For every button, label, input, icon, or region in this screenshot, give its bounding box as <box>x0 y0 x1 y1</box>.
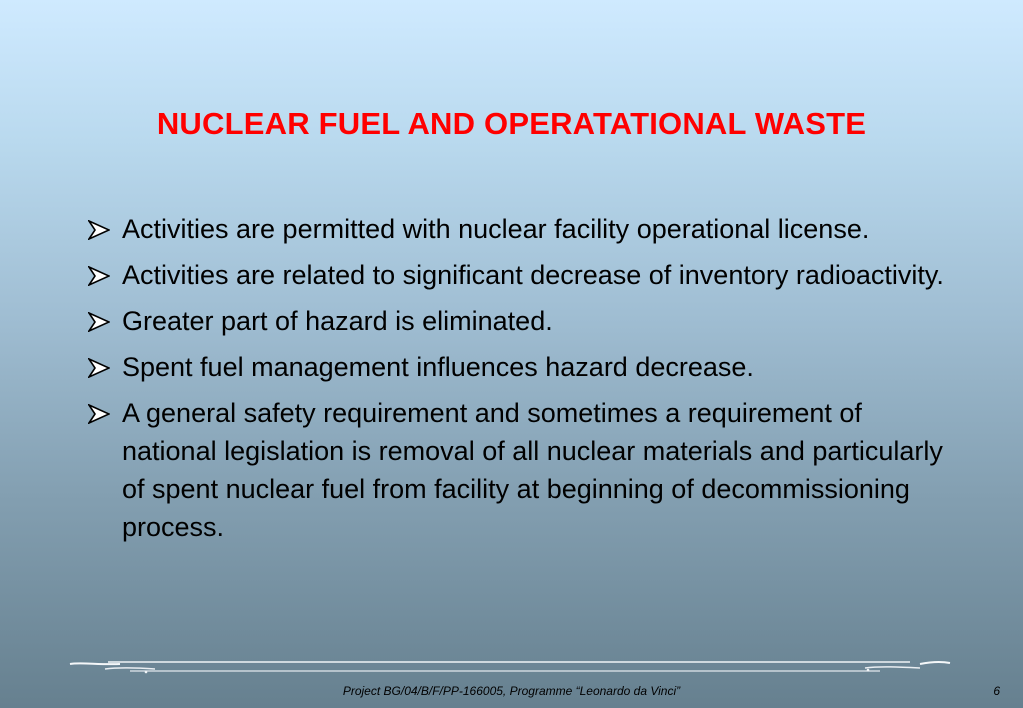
bullet-text: Activities are related to significant decrease of inventory radioactivity. <box>122 260 944 290</box>
page-number: 6 <box>993 684 1000 698</box>
arrow-bullet-icon <box>88 302 114 340</box>
bullet-item <box>88 256 948 294</box>
footer-project: Project BG/04/B/F/PP-166005, Programme “Leonardo da Vinci” <box>342 684 681 698</box>
footer-divider <box>60 656 960 680</box>
arrow-bullet-icon <box>88 210 114 248</box>
bullet-item <box>88 394 948 546</box>
bullet-item <box>88 302 948 340</box>
bullet-item <box>88 210 948 248</box>
arrow-bullet-icon <box>88 348 114 386</box>
arrow-bullet-icon <box>88 394 114 432</box>
bullet-text: Greater part of hazard is eliminated. <box>122 306 553 336</box>
bullet-list <box>88 210 948 554</box>
bullet-text: Spent fuel management influences hazard decrease. <box>122 352 754 382</box>
slide-title: NUCLEAR FUEL AND OPERATATIONAL WASTE <box>156 106 867 141</box>
bullet-item <box>88 348 948 386</box>
bullet-text: A general safety requirement and sometimes a requirement of national legislation is removal of all nuclear materials and particularly of spent nuclear fuel from facility at beginning of decommissioning process. <box>122 398 943 542</box>
bullet-text: Activities are permitted with nuclear facility operational license. <box>122 214 870 244</box>
arrow-bullet-icon <box>88 256 114 294</box>
